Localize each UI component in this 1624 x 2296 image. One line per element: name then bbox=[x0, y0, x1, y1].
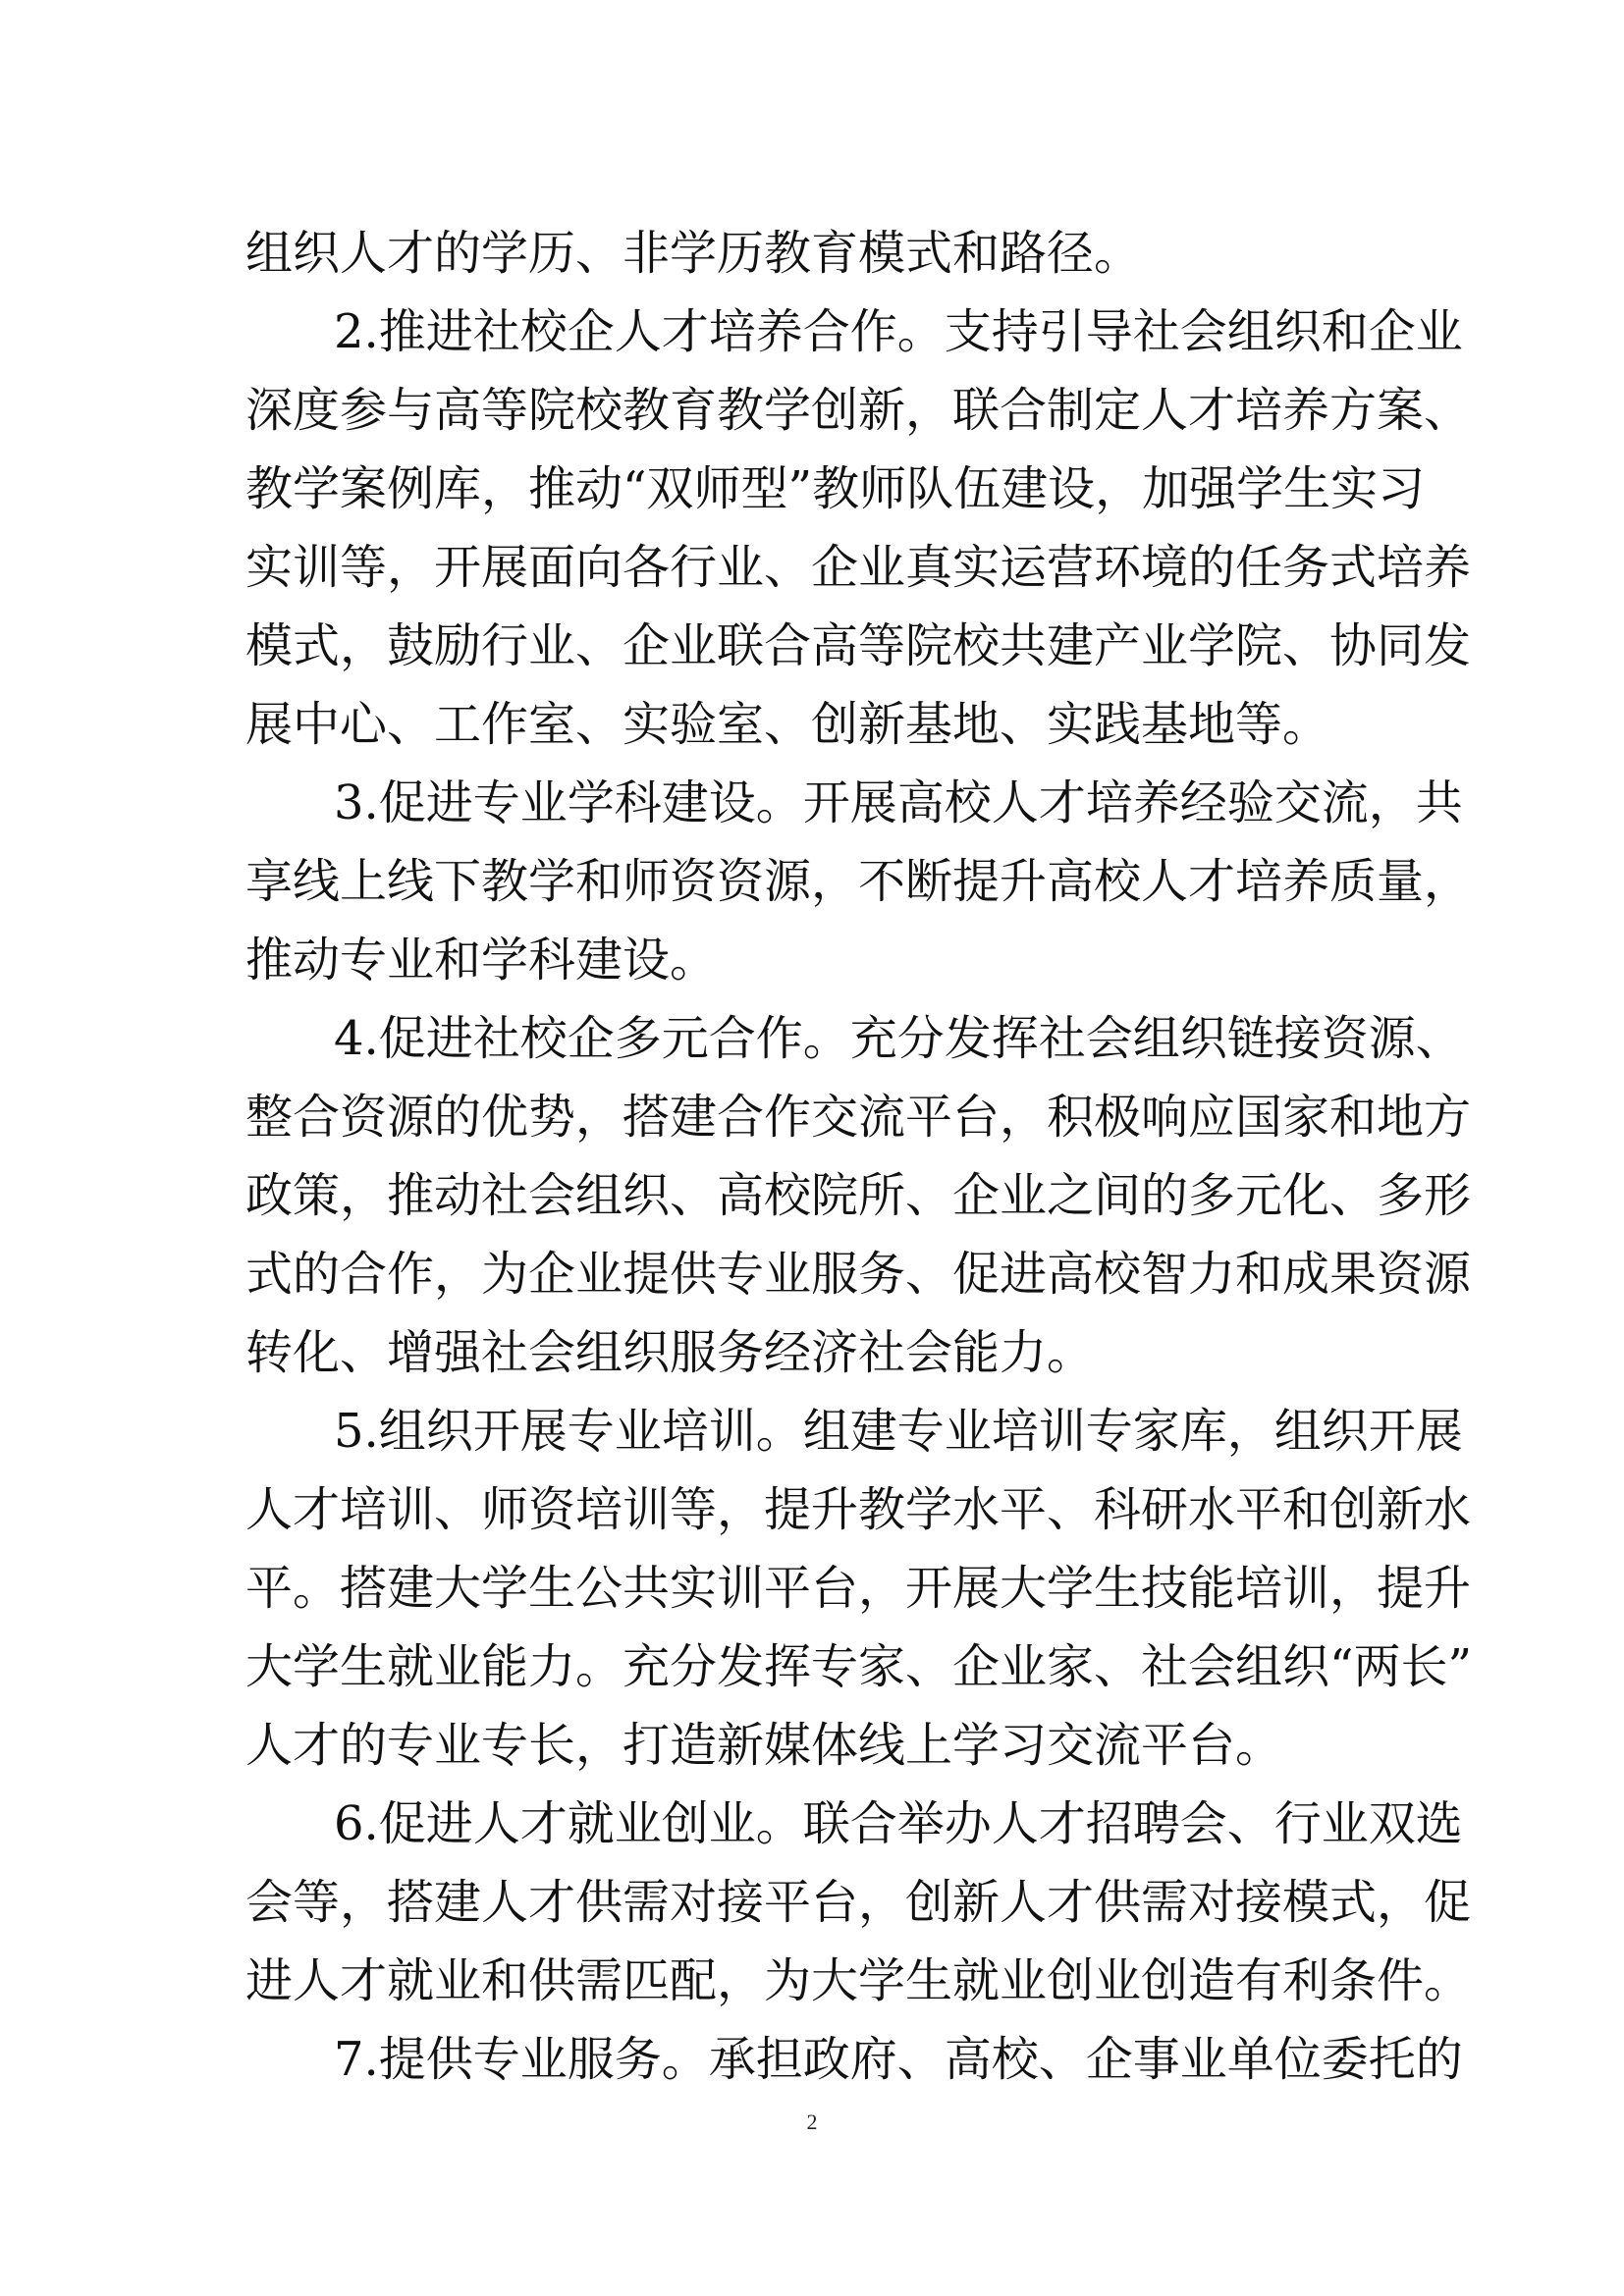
body-text-line: 教学案例库，推动“双师型”教师队伍建设，加强学生实习 bbox=[245, 461, 1426, 516]
body-text-line: 转化、增强社会组织服务经济社会能力。 bbox=[245, 1325, 1095, 1380]
body-text-line: 5.组织开展专业培训。组建专业培训专家库，组织开展 bbox=[334, 1404, 1463, 1459]
body-text-line: 7.提供专业服务。承担政府、高校、企事业单位委托的 bbox=[334, 2032, 1463, 2087]
body-text-line: 进人才就业和供需匹配，为大学生就业创业创造有利条件。 bbox=[245, 1953, 1472, 2008]
page-number: 2 bbox=[806, 2109, 818, 2134]
body-text-line: 平。搭建大学生公共实训平台，开展大学生技能培训，提升 bbox=[245, 1561, 1472, 1616]
body-text-line: 4.促进社校企多元合作。充分发挥社会组织链接资源、 bbox=[334, 1011, 1463, 1066]
body-text-line: 人才的专业专长，打造新媒体线上学习交流平台。 bbox=[245, 1718, 1283, 1773]
body-text-line: 实训等，开展面向各行业、企业真实运营环境的任务式培养 bbox=[245, 540, 1472, 595]
body-text-line: 组织人才的学历、非学历教育模式和路径。 bbox=[245, 226, 1142, 281]
body-text-line: 3.促进专业学科建设。开展高校人才培养经验交流，共 bbox=[334, 775, 1463, 830]
body-text-line: 推动专业和学科建设。 bbox=[245, 933, 718, 988]
body-text-line: 模式，鼓励行业、企业联合高等院校共建产业学院、协同发 bbox=[245, 618, 1472, 673]
body-text-line: 人才培训、师资培训等，提升教学水平、科研水平和创新水 bbox=[245, 1482, 1472, 1537]
body-text-line: 政策，推动社会组织、高校院所、企业之间的多元化、多形 bbox=[245, 1168, 1472, 1223]
body-text-line: 6.促进人才就业创业。联合举办人才招聘会、行业双选 bbox=[334, 1796, 1463, 1851]
body-text-line: 2.推进社校企人才培养合作。支持引导社会组织和企业 bbox=[334, 304, 1463, 359]
body-text-line: 展中心、工作室、实验室、创新基地、实践基地等。 bbox=[245, 697, 1330, 752]
body-text-line: 会等，搭建人才供需对接平台，创新人才供需对接模式，促 bbox=[245, 1875, 1472, 1930]
body-text-line: 式的合作，为企业提供专业服务、促进高校智力和成果资源 bbox=[245, 1247, 1472, 1302]
body-text-line: 整合资源的优势，搭建合作交流平台，积极响应国家和地方 bbox=[245, 1090, 1472, 1145]
body-text-line: 大学生就业能力。充分发挥专家、企业家、社会组织“两长” bbox=[245, 1639, 1473, 1694]
body-text-line: 深度参与高等院校教育教学创新，联合制定人才培养方案、 bbox=[245, 383, 1472, 438]
body-text-line: 享线上线下教学和师资资源，不断提升高校人才培养质量， bbox=[245, 854, 1472, 909]
